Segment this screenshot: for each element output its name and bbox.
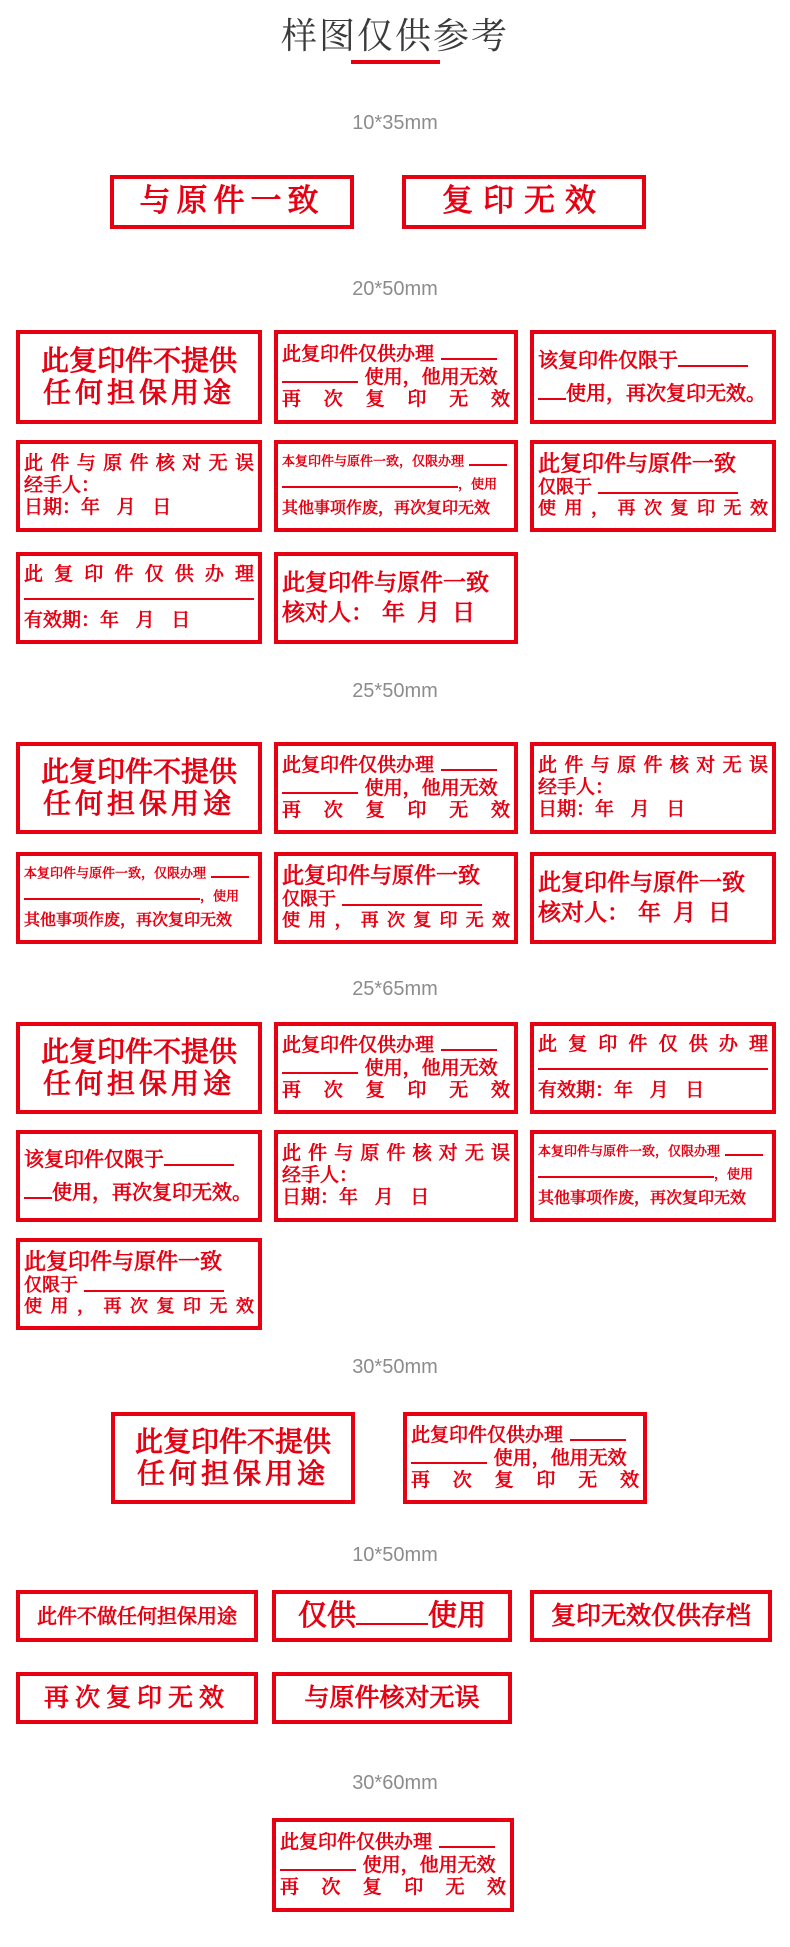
section-label-30x60: 30*60mm <box>352 1772 438 1794</box>
stamp-line-1: 此复印件仅供办理 <box>282 343 435 366</box>
section-label-30x50: 30*50mm <box>352 1356 438 1378</box>
stamp-line-2: ，使用 <box>458 477 498 493</box>
blank-underline <box>725 1144 763 1156</box>
blank-underline <box>24 1181 52 1199</box>
stamp-line-1: 本复印件与原件一致，仅限办理 <box>282 454 465 470</box>
blank-underline <box>164 1148 234 1166</box>
stamp-line-2: 任何担保用途 <box>42 788 235 820</box>
stamp-line-3: 再 次 复 印 无 效 <box>282 800 510 822</box>
stamp-line-3: 其他事项作废，再次复印无效 <box>24 911 233 930</box>
stamp-date-value: 年 月 日 <box>339 1186 430 1208</box>
stamp-line-1: 此复印件仅供办理 <box>280 1831 433 1854</box>
stamp-jin-gong-ban-li <box>274 330 518 424</box>
stamp-date-value: 年 月 日 <box>382 600 476 626</box>
stamp-bu-ti-gong <box>111 1412 355 1504</box>
stamp-line-2: 使用，他用无效 <box>364 366 498 389</box>
title-underline <box>351 60 440 64</box>
stamp-he-dui-wu-wu <box>16 440 262 532</box>
blank-underline <box>441 343 497 360</box>
stamp-line-2: 任何担保用途 <box>42 377 235 409</box>
stamp-line-1: 此复印件不提供 <box>40 755 237 788</box>
blank-underline <box>598 477 738 493</box>
stamp-line-1: 此复印件仅供办理 <box>282 1034 435 1057</box>
stamp-line-1: 此件与原件核对无误 <box>538 755 768 777</box>
stamp-line-2: 核对人： <box>282 600 374 626</box>
stamp-date-value: 年 月 日 <box>638 900 732 926</box>
stamp-line-3: 使用，再次复印无效 <box>538 499 768 520</box>
stamp-line-1: 本复印件与原件一致，仅限办理 <box>24 866 207 882</box>
blank-underline <box>538 1167 714 1179</box>
stamp-text: 复印无效 <box>442 184 606 220</box>
stamp-yi-zhi-xian-yu <box>274 852 518 944</box>
stamp-line-2: 仅限于 <box>538 477 592 499</box>
blank-underline <box>538 1060 768 1070</box>
section-label-20x50: 20*50mm <box>352 278 438 300</box>
blank-underline <box>211 866 249 878</box>
blank-underline <box>282 1057 358 1074</box>
stamp-line-1: 此复印件不提供 <box>40 1035 237 1068</box>
stamp-date-label: 有效期： <box>538 1080 615 1101</box>
section-label-25x65: 25*65mm <box>352 978 438 1000</box>
stamp-text: 此件不做任何担保用途 <box>37 1604 237 1628</box>
stamp-date-label: 日期： <box>538 798 596 820</box>
stamp-he-dui-ren <box>530 852 776 944</box>
stamp-line-1: 此复印件仅供办理 <box>411 1424 564 1447</box>
stamp-line-3: 再 次 复 印 无 效 <box>282 389 510 411</box>
stamp-line-1: 此复印件与原件一致 <box>282 569 489 596</box>
stamp-line-3: 其他事项作废，再次复印无效 <box>282 499 491 518</box>
stamp-line-1: 此复印件与原件一致 <box>24 1250 223 1276</box>
stamp-bu-ti-gong <box>16 1022 262 1114</box>
stamp-line-2: 经手人： <box>538 777 615 799</box>
stamp-line-3: 再 次 复 印 无 效 <box>280 1877 506 1899</box>
stamp-line-1: 该复印件仅限于 <box>24 1148 164 1171</box>
stamp-date-label: 日期： <box>24 496 82 518</box>
stamp-line-1: 此件与原件核对无误 <box>282 1143 510 1165</box>
stamp-he-dui-wu-wu <box>530 742 776 834</box>
stamp-he-dui-wu-wu <box>274 1130 518 1222</box>
blank-underline <box>469 454 507 466</box>
stamp-line-2: 使用，再次复印无效。 <box>52 1181 252 1204</box>
stamp-line-2: 核对人： <box>538 900 630 926</box>
stamp-text-1: 仅供 <box>297 1599 356 1633</box>
stamp-text: 复印无效仅供存档 <box>550 1601 751 1630</box>
stamp-bu-ti-gong <box>16 330 262 424</box>
stamp-bu-zuo-dan-bao <box>16 1590 258 1642</box>
blank-underline <box>24 889 200 901</box>
blank-underline <box>84 1275 224 1291</box>
stamp-line-2: ，使用 <box>714 1167 754 1183</box>
stamp-date-value: 年 月 日 <box>595 798 686 820</box>
stamp-yu-yuan-jian-yi-zhi <box>110 175 354 229</box>
blank-underline <box>439 1831 495 1848</box>
stamp-line-1: 此复印件与原件一致 <box>538 452 737 478</box>
stamp-line-1: 此复印件不提供 <box>40 344 237 377</box>
blank-underline <box>280 1854 356 1871</box>
stamp-line-1: 本复印件与原件一致，仅限办理 <box>538 1144 721 1160</box>
stamp-line-3: 使用，再次复印无效 <box>24 1297 254 1318</box>
stamp-yi-zhi-xian-yu <box>16 1238 262 1330</box>
stamp-fu-yin-wu-xiao <box>402 175 646 229</box>
stamp-line-1: 此件与原件核对无误 <box>24 453 254 475</box>
stamp-line-2: 仅限于 <box>282 889 336 911</box>
stamp-bu-ti-gong <box>16 742 262 834</box>
stamp-line-2: 仅限于 <box>24 1275 78 1297</box>
stamp-line-2: 使用，他用无效 <box>364 1057 498 1080</box>
blank-underline <box>282 777 358 794</box>
blank-underline <box>441 754 497 771</box>
stamp-fu-yin-cun-dang <box>530 1590 772 1642</box>
stamp-text: 与原件一致 <box>139 184 325 220</box>
stamp-gai-xian-yu <box>16 1130 262 1222</box>
stamp-small-yi-zhi <box>530 1130 776 1222</box>
blank-underline <box>356 1599 428 1625</box>
stamp-text: 与原件核对无误 <box>304 1683 480 1712</box>
stamp-line-1: 此复印件与原件一致 <box>538 869 745 896</box>
blank-underline <box>411 1447 487 1464</box>
blank-underline <box>282 366 358 383</box>
stamp-yi-zhi-xian-yu <box>530 440 776 532</box>
stamp-line-2: 使用，他用无效 <box>493 1447 627 1470</box>
stamp-line-3: 再 次 复 印 无 效 <box>282 1080 510 1102</box>
stamp-you-xiao-qi <box>16 552 262 644</box>
stamp-jin-gong-ban-li <box>403 1412 647 1504</box>
blank-underline <box>678 349 748 367</box>
stamp-line-2: 使用，他用无效 <box>364 777 498 800</box>
blank-underline <box>570 1424 626 1441</box>
stamp-date-value: 年 月 日 <box>81 496 172 518</box>
stamp-small-yi-zhi <box>16 852 262 944</box>
stamp-you-xiao-qi <box>530 1022 776 1114</box>
stamp-date-label: 日期： <box>282 1186 340 1208</box>
stamp-line-2: 经手人： <box>282 1165 359 1187</box>
stamp-line-2: 使用，他用无效 <box>362 1854 496 1877</box>
section-label-25x50: 25*50mm <box>352 680 438 702</box>
stamp-text-2: 使用 <box>428 1599 487 1633</box>
blank-underline <box>282 477 458 489</box>
stamp-line-2: 经手人： <box>24 475 101 497</box>
stamp-jin-gong-ban-li <box>274 1022 518 1114</box>
stamp-yu-yuan-jian-he-dui <box>272 1672 512 1724</box>
blank-underline <box>342 889 482 905</box>
section-label-10x35: 10*35mm <box>352 112 438 134</box>
stamp-gai-xian-yu <box>530 330 776 424</box>
stamp-date-value: 年 月 日 <box>100 610 191 631</box>
stamp-line-1: 该复印件仅限于 <box>538 349 678 372</box>
stamp-zai-ci-fu-yin <box>16 1672 258 1724</box>
stamp-line-2: 任何担保用途 <box>136 1458 329 1490</box>
blank-underline <box>441 1034 497 1051</box>
stamp-line-1: 此复印件仅供办理 <box>24 564 254 586</box>
stamp-jin-gong-shi-yong <box>272 1590 512 1642</box>
section-label-10x50: 10*50mm <box>352 1544 438 1566</box>
stamp-line-1: 此复印件不提供 <box>134 1425 331 1458</box>
blank-underline <box>538 382 566 400</box>
stamp-text: 再次复印无效 <box>43 1683 230 1712</box>
stamp-jin-gong-ban-li <box>274 742 518 834</box>
blank-underline <box>24 590 254 600</box>
stamp-small-yi-zhi <box>274 440 518 532</box>
stamp-line-3: 使用，再次复印无效 <box>282 911 510 932</box>
stamp-date-label: 有效期： <box>24 610 101 631</box>
stamp-line-2: ，使用 <box>200 889 240 905</box>
stamp-line-1: 此复印件仅供办理 <box>538 1034 768 1056</box>
stamp-he-dui-ren <box>274 552 518 644</box>
stamp-line-1: 此复印件仅供办理 <box>282 754 435 777</box>
stamp-line-2: 任何担保用途 <box>42 1068 235 1100</box>
stamp-jin-gong-ban-li <box>272 1818 514 1912</box>
stamp-date-value: 年 月 日 <box>614 1080 705 1101</box>
stamp-line-3: 再 次 复 印 无 效 <box>411 1470 639 1492</box>
stamp-line-1: 此复印件与原件一致 <box>282 864 481 890</box>
stamp-line-3: 其他事项作废，再次复印无效 <box>538 1189 747 1208</box>
stamp-line-2: 使用，再次复印无效。 <box>566 382 766 405</box>
page-title: 样图仅供参考 <box>280 16 509 57</box>
